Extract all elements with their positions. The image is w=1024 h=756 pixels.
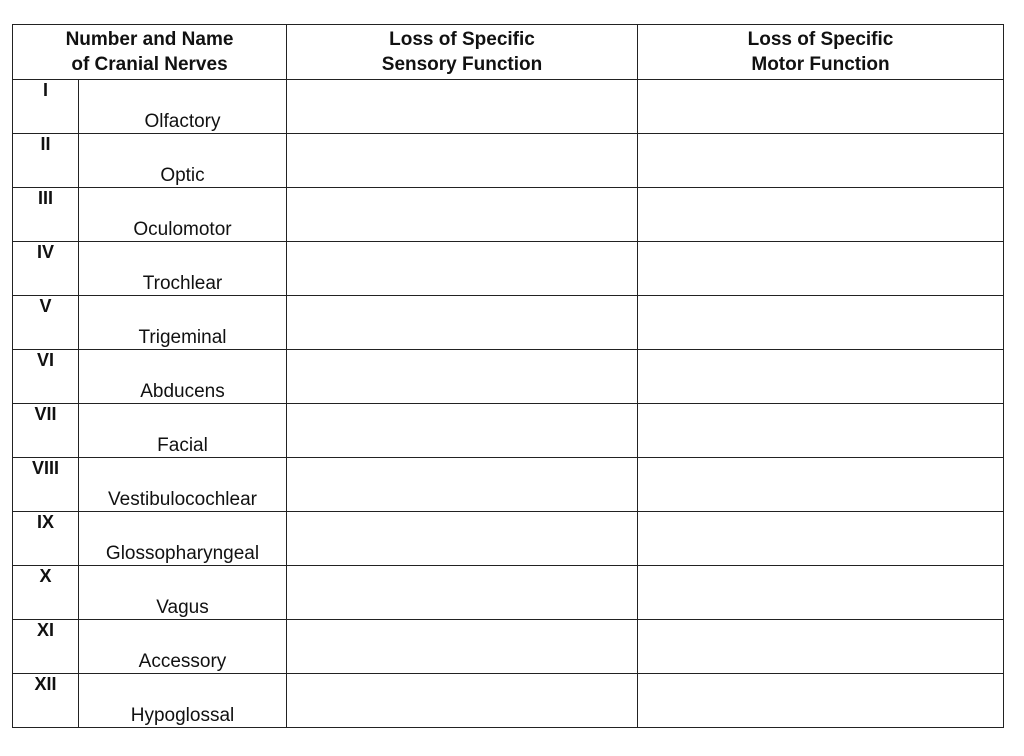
sensory-answer-cell[interactable] [287, 188, 638, 242]
table-header-row [13, 25, 1004, 80]
sensory-answer-cell[interactable] [287, 80, 638, 134]
nerve-name: Optic [79, 134, 287, 188]
header-motor-line2: Motor Function [751, 54, 890, 75]
nerve-name: Trigeminal [79, 296, 287, 350]
motor-answer-cell[interactable] [638, 350, 1004, 404]
nerve-number: VI [13, 350, 79, 404]
motor-answer-cell[interactable] [638, 80, 1004, 134]
motor-answer-cell[interactable] [638, 188, 1004, 242]
table-row [13, 566, 1004, 620]
sensory-answer-cell[interactable] [287, 296, 638, 350]
nerve-name: Vagus [79, 566, 287, 620]
sensory-answer-cell[interactable] [287, 404, 638, 458]
header-nerve-line1: Number and Name [65, 29, 234, 50]
nerve-number: II [13, 134, 79, 188]
header-motor-function [638, 25, 1004, 80]
sensory-answer-cell[interactable] [287, 512, 638, 566]
motor-answer-cell[interactable] [638, 674, 1004, 728]
motor-answer-cell[interactable] [638, 566, 1004, 620]
nerve-name: Vestibulocochlear [79, 458, 287, 512]
sensory-answer-cell[interactable] [287, 620, 638, 674]
nerve-number: XI [13, 620, 79, 674]
nerve-number: VIII [13, 458, 79, 512]
sensory-answer-cell[interactable] [287, 458, 638, 512]
cranial-nerve-table [12, 24, 1004, 728]
nerve-name: Olfactory [79, 80, 287, 134]
sensory-answer-cell[interactable] [287, 134, 638, 188]
header-sensory-line1: Loss of Specific [389, 29, 535, 50]
nerve-number: VII [13, 404, 79, 458]
nerve-number: V [13, 296, 79, 350]
header-sensory-function [287, 25, 638, 80]
nerve-name: Facial [79, 404, 287, 458]
table-row [13, 620, 1004, 674]
nerve-name: Hypoglossal [79, 674, 287, 728]
sensory-answer-cell[interactable] [287, 350, 638, 404]
motor-answer-cell[interactable] [638, 512, 1004, 566]
nerve-name: Trochlear [79, 242, 287, 296]
table-row [13, 404, 1004, 458]
motor-answer-cell[interactable] [638, 242, 1004, 296]
table-row [13, 242, 1004, 296]
motor-answer-cell[interactable] [638, 296, 1004, 350]
sensory-answer-cell[interactable] [287, 566, 638, 620]
sensory-answer-cell[interactable] [287, 674, 638, 728]
nerve-number: X [13, 566, 79, 620]
table-row [13, 674, 1004, 728]
nerve-name: Glossopharyngeal [79, 512, 287, 566]
table-row [13, 458, 1004, 512]
nerve-name: Accessory [79, 620, 287, 674]
header-nerve-number-name [13, 25, 287, 80]
sensory-answer-cell[interactable] [287, 242, 638, 296]
nerve-number: I [13, 80, 79, 134]
nerve-number: III [13, 188, 79, 242]
nerve-number: IX [13, 512, 79, 566]
nerve-number: IV [13, 242, 79, 296]
nerve-name: Oculomotor [79, 188, 287, 242]
table-row [13, 134, 1004, 188]
motor-answer-cell[interactable] [638, 404, 1004, 458]
table-row [13, 350, 1004, 404]
motor-answer-cell[interactable] [638, 458, 1004, 512]
table-row [13, 188, 1004, 242]
motor-answer-cell[interactable] [638, 134, 1004, 188]
nerve-number: XII [13, 674, 79, 728]
motor-answer-cell[interactable] [638, 620, 1004, 674]
header-nerve-line2: of Cranial Nerves [71, 54, 228, 75]
table-row [13, 512, 1004, 566]
header-sensory-line2: Sensory Function [381, 54, 543, 75]
nerve-name: Abducens [79, 350, 287, 404]
table-row [13, 80, 1004, 134]
table-row [13, 296, 1004, 350]
header-motor-line1: Loss of Specific [747, 29, 894, 50]
